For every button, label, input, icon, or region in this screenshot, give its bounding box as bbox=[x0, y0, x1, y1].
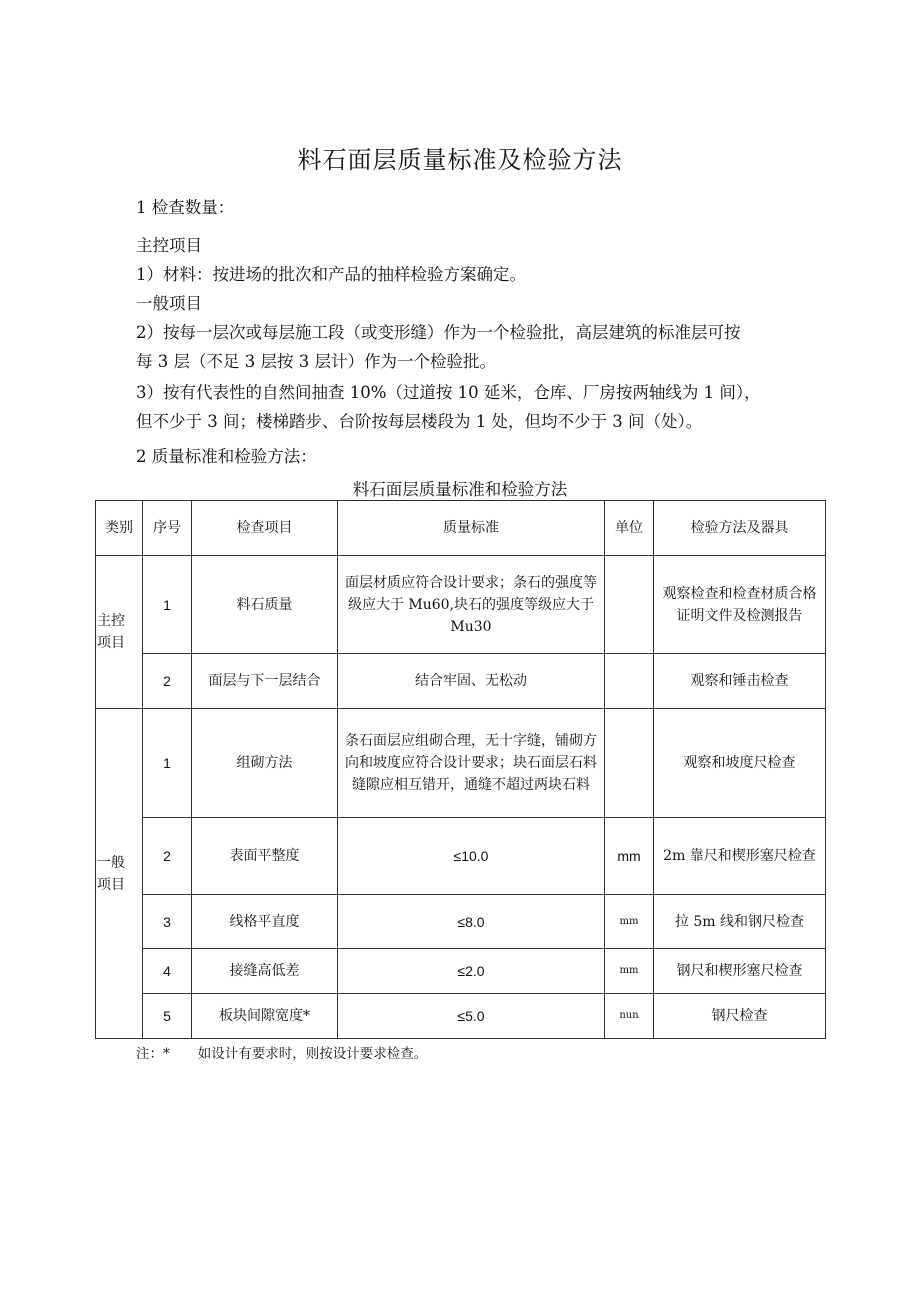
footnote-text: 如设计有要求时，则按设计要求检查。 bbox=[197, 1046, 428, 1062]
section1-heading: 1 检查数量： bbox=[136, 198, 235, 217]
method-cell: 拉 5m 线和钢尺检查 bbox=[654, 895, 826, 949]
general-items-label: 一般项目 bbox=[136, 294, 202, 313]
seq-cell: 2 bbox=[143, 818, 192, 895]
unit-cell bbox=[605, 556, 654, 654]
seq-cell: 3 bbox=[143, 895, 192, 949]
table-row bbox=[96, 709, 826, 818]
method-cell: 2m 靠尺和楔形塞尺检查 bbox=[654, 818, 826, 895]
category-general: 一般 项目 bbox=[96, 709, 143, 1039]
section2-heading: 2 质量标准和检验方法： bbox=[136, 447, 317, 466]
item-cell: 板块间隙宽度* bbox=[192, 994, 338, 1039]
header-item: 检查项目 bbox=[192, 501, 338, 556]
table-row bbox=[96, 994, 826, 1039]
sampling-line2: 但不少于 3 间；楼梯踏步、台阶按每层楼段为 1 处，但均不少于 3 间（处）。 bbox=[136, 412, 703, 431]
header-standard: 质量标准 bbox=[338, 501, 605, 556]
sampling-line1: 3）按有代表性的自然间抽查 10%（过道按 10 延米，仓库、厂房按两轴线为 1 间）， bbox=[136, 383, 761, 402]
unit-cell bbox=[605, 654, 654, 709]
unit-cell: mm bbox=[605, 818, 654, 895]
category-main-control: 主控 项目 bbox=[96, 556, 143, 709]
item-cell: 面层与下一层结合 bbox=[192, 654, 338, 709]
table-caption: 料石面层质量标准和检验方法 bbox=[352, 480, 568, 499]
standard-cell: ≤2.0 bbox=[338, 949, 605, 994]
standard-cell: ≤10.0 bbox=[338, 818, 605, 895]
quality-standard-table bbox=[95, 500, 826, 1039]
document-title: 料石面层质量标准及检验方法 bbox=[297, 146, 623, 174]
method-cell: 观察和锤击检查 bbox=[654, 654, 826, 709]
seq-cell: 5 bbox=[143, 994, 192, 1039]
unit-cell: mm bbox=[605, 949, 654, 994]
method-cell: 观察和坡度尺检查 bbox=[654, 709, 826, 818]
method-cell: 钢尺和楔形塞尺检查 bbox=[654, 949, 826, 994]
standard-cell: 条石面层应组砌合理，无十字缝，铺砌方向和坡度应符合设计要求；块石面层石料缝隙应相互错开，通缝不超过两块石料 bbox=[338, 709, 605, 818]
table-footnote bbox=[136, 1042, 427, 1062]
header-unit: 单位 bbox=[605, 501, 654, 556]
unit-cell: mm bbox=[605, 895, 654, 949]
unit-cell bbox=[605, 709, 654, 818]
seq-cell: 1 bbox=[143, 709, 192, 818]
table-row bbox=[96, 895, 826, 949]
standard-cell: ≤8.0 bbox=[338, 895, 605, 949]
item-cell: 接缝高低差 bbox=[192, 949, 338, 994]
standard-cell: 结合牢固、无松动 bbox=[338, 654, 605, 709]
method-cell: 钢尺检查 bbox=[654, 994, 826, 1039]
item-cell: 组砌方法 bbox=[192, 709, 338, 818]
standard-cell: ≤5.0 bbox=[338, 994, 605, 1039]
method-cell: 观察检查和检查材质合格证明文件及检测报告 bbox=[654, 556, 826, 654]
item-cell: 料石质量 bbox=[192, 556, 338, 654]
table-header-row bbox=[96, 501, 826, 556]
header-seq: 序号 bbox=[143, 501, 192, 556]
material-requirement: 1）材料：按进场的批次和产品的抽样检验方案确定。 bbox=[136, 265, 526, 284]
item-cell: 线格平直度 bbox=[192, 895, 338, 949]
standard-cell: 面层材质应符合设计要求；条石的强度等级应大于 Mu60,块石的强度等级应大于 Mu30 bbox=[338, 556, 605, 654]
header-category: 类别 bbox=[96, 501, 143, 556]
seq-cell: 1 bbox=[143, 556, 192, 654]
inspection-lot-line1: 2）按每一层次或每层施工段（或变形缝）作为一个检验批，高层建筑的标准层可按 bbox=[136, 323, 741, 342]
header-method: 检验方法及器具 bbox=[654, 501, 826, 556]
footnote-label: 注：* bbox=[136, 1046, 170, 1062]
table-row bbox=[96, 949, 826, 994]
table-row bbox=[96, 556, 826, 654]
main-control-label: 主控项目 bbox=[136, 236, 202, 255]
item-cell: 表面平整度 bbox=[192, 818, 338, 895]
inspection-lot-line2: 每 3 层（不足 3 层按 3 层计）作为一个检验批。 bbox=[136, 352, 496, 371]
table-row bbox=[96, 818, 826, 895]
seq-cell: 2 bbox=[143, 654, 192, 709]
unit-cell: nun bbox=[605, 994, 654, 1039]
seq-cell: 4 bbox=[143, 949, 192, 994]
table-row bbox=[96, 654, 826, 709]
